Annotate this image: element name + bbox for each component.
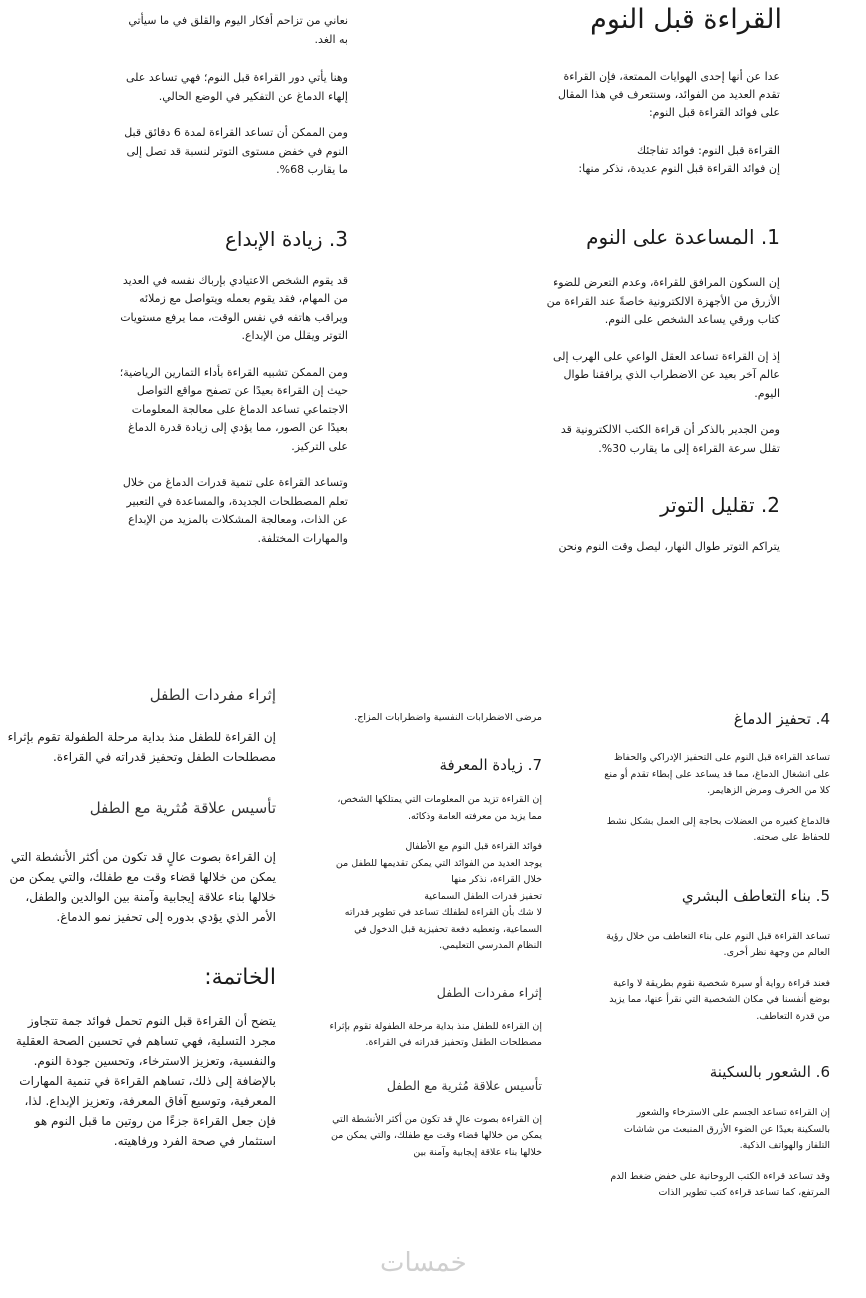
page1-right-text bbox=[540, 68, 780, 556]
section-3-para-1: قد يقوم الشخص الاعتيادي بإرباك نفسه في العديد من المهام، فقد يقوم بعمله ويتواصل مع زملائه ويراقب هاتفه في نفس الوقت، مما يرفع مستويات التوتر ويقلل من الإبداع. bbox=[120, 273, 348, 342]
section-5-para-2: فعند قراءة رواية أو سيرة شخصية نقوم بطريقة لا واعية بوضع أنفسنا في مكان الشخصية التي نقرأ عنها، مما يزيد من قدرة التعاطف. bbox=[609, 977, 830, 1022]
middle-vocab-heading: إثراء مفردات الطفل bbox=[436, 984, 542, 1000]
page2-right-column bbox=[602, 708, 830, 1202]
left-para-1: نعاني من تزاحم أفكار اليوم والقلق في ما سيأتي به الغد. bbox=[128, 14, 348, 46]
page-divider bbox=[0, 640, 866, 652]
section-1-para-3: ومن الجدير بالذكر أن قراءة الكتب الالكترونية قد تقلل سرعة القراءة إلى ما يقارب 30%. bbox=[560, 423, 780, 455]
section-1-para-2: إذ إن القراءة تساعد العقل الواعي على الهرب إلى عالم آخر بعيد عن الاضطراب الذي يرافقنا طوال اليوم. bbox=[553, 349, 780, 400]
section-5-para-1: تساعد القراءة قبل النوم على بناء التعاطف من خلال رؤية العالم من وجهة نظر أخرى. bbox=[606, 930, 830, 958]
children-benefits-block bbox=[328, 839, 542, 955]
children-benefits-intro: يوجد العديد من الفوائد التي يمكن تقديمها للطفل من خلال القراءة، نذكر منها bbox=[335, 857, 542, 885]
section-6-para-2: وقد تساعد قراءة الكتب الروحانية على خفض ضغط الدم المرتفع، كما تساعد قراءة كتب تطوير الذات bbox=[610, 1170, 830, 1198]
section-7-title: 7. زيادة المعرفة bbox=[439, 756, 542, 774]
page1-right-column bbox=[542, 0, 782, 38]
section-7-para-1: إن القراءة تزيد من المعلومات التي يمتلكها الشخص، مما يزيد من معرفته العامة وذكائه. bbox=[337, 794, 542, 822]
watermark-logo: خمسات bbox=[380, 1248, 467, 1278]
listening-skills-para: لا شك بأن القراءة لطفلك تساعد في تطوير قدراته السماعية، وتعطيه دفعة تحفيزية قبل الدخول في النظام المدرسي التعليمي. bbox=[344, 907, 542, 951]
left-relationship-para: إن القراءة بصوت عالٍ قد تكون من أكثر الأنشطة التي يمكن من خلالها قضاء وقت مع طفلك، والتي يمكن من خلالها بناء علاقة إيجابية وآمنة بين الوالدين والطفل، الأمر الذي يؤدي بدوره إلى تحفيز نمو الدماغ. bbox=[9, 850, 276, 924]
page2-middle-column bbox=[328, 710, 542, 1161]
left-para-3: ومن الممكن أن تساعد القراءة لمدة 6 دقائق قبل النوم في خفض مستوى التوتر لنسبة قد تصل إلى ما يقارب 68%. bbox=[124, 126, 348, 176]
section-2-para-1: يتراكم التوتر طوال النهار، ليصل وقت النوم ونحن bbox=[558, 540, 780, 553]
section-3-para-3: وتساعد القراءة على تنمية قدرات الدماغ من خلال تعلم المصطلحات الجديدة، والمساعدة في التعبير عن الذات، ومعالجة المشكلات بالمزيد من الإبداع والمهارات المختلفة. bbox=[122, 476, 348, 545]
section-6-para-1: إن القراءة تساعد الجسم على الاسترخاء والشعور بالسكينة بعيدًا عن الضوء الأزرق المنبعث من شاشات التلفاز والهواتف الذكية. bbox=[623, 1107, 830, 1151]
page1-left-column bbox=[116, 12, 348, 548]
article-title: القراءة قبل النوم bbox=[590, 4, 782, 35]
document-page-2 bbox=[0, 652, 866, 1298]
children-benefits-heading: فوائد القراءة قبل النوم مع الأطفال bbox=[405, 841, 542, 852]
left-relationship-heading: تأسيس علاقة مُثرية مع الطفل bbox=[89, 799, 276, 817]
middle-relationship-heading: تأسيس علاقة مُثرية مع الطفل bbox=[386, 1077, 542, 1093]
section-1-para-1: إن السكون المرافق للقراءة، وعدم التعرض للضوء الأزرق من الأجهزة الالكترونية خاصةً عند القراءة من كتاب ورقي يساعد الشخص على النوم. bbox=[546, 276, 780, 326]
document-page-1 bbox=[0, 0, 866, 640]
section-6-title: 6. الشعور بالسكينة bbox=[709, 1063, 830, 1081]
left-para-2: وهنا يأتي دور القراءة قبل النوم؛ فهي تساعد على إلهاء الدماغ عن التفكير في الوضع الحالي. bbox=[125, 71, 348, 103]
section-4-para-1: تساعد القراءة قبل النوم على التحفيز الإدراكي والحفاظ على انشغال الدماغ، مما قد يساعد على إبطاء تقدم أو منع كلا من الخرف ومرض الزهايمر. bbox=[604, 752, 830, 796]
left-vocab-heading: إثراء مفردات الطفل bbox=[149, 686, 276, 704]
conclusion-title: الخاتمة: bbox=[204, 965, 276, 990]
conclusion-para: يتضح أن القراءة قبل النوم تحمل فوائد جمة تتجاوز مجرد التسلية، فهي تساهم في تحسين الصحة العقلية والنفسية، وتعزيز الاسترخاء، وتحسين جودة النوم. بالإضافة إلى ذلك، تساهم القراءة في تنمية المهارات المعرفية، وتوسيع آفاق المعرفة، وتعزيز الإبداع. لذا، فإن جعل القراءة جزءًا من روتين ما قبل النوم هو استثمار في صحة الفرد ورفاهيته. bbox=[15, 1014, 276, 1148]
intro-paragraph-2: القراءة قبل النوم: فوائد تفاجئك bbox=[636, 144, 780, 157]
intro-paragraph-1: عدا عن أنها إحدى الهوايات الممتعة، فإن القراءة تقدم العديد من الفوائد، وسنتعرف في هذا المقال على فوائد القراءة قبل النوم: bbox=[557, 70, 780, 119]
section-4-para-2: فالدماغ كغيره من العضلات بحاجة إلى العمل بشكل نشط للحفاظ على صحته. bbox=[606, 815, 830, 843]
intro-paragraph-3: إن فوائد القراءة قبل النوم عديدة، نذكر منها: bbox=[578, 162, 780, 175]
middle-vocab-para: إن القراءة للطفل منذ بداية مرحلة الطفولة تقوم بإثراء مصطلحات الطفل وتحفيز قدراته في القراءة. bbox=[329, 1020, 542, 1048]
section-1-title: 1. المساعدة على النوم bbox=[586, 225, 780, 249]
section-2-title: 2. تقليل التوتر bbox=[660, 493, 780, 517]
left-vocab-para: إن القراءة للطفل منذ بداية مرحلة الطفولة تقوم بإثراء مصطلحات الطفل وتحفيز قدراته في القراءة. bbox=[7, 730, 276, 764]
page2-left-column bbox=[6, 684, 276, 1151]
middle-relationship-para: إن القراءة بصوت عالٍ قد تكون من أكثر الأنشطة التي يمكن من خلالها قضاء وقت مع طفلك، والتي يمكن من خلالها بناء علاقة إيجابية وآمنة بين bbox=[331, 1113, 542, 1158]
section-3-para-2: ومن الممكن تشبيه القراءة بأداء التمارين الرياضية؛ حيث إن القراءة بعيدًا عن تصفح مواقع التواصل الاجتماعي تساعد الدماغ على معالجة المعلومات بعيدًا عن الصور، مما يؤدي إلى زيادة قدرة الدماغ على التركيز. bbox=[119, 365, 348, 453]
listening-skills-heading: تحفيز قدرات الطفل السماعية bbox=[424, 890, 542, 902]
section-3-title: 3. زيادة الإبداع bbox=[224, 226, 348, 251]
section-5-title: 5. بناء التعاطف البشري bbox=[681, 886, 830, 905]
middle-para-0: مرضى الاضطرابات النفسية واضطرابات المزاج. bbox=[354, 712, 542, 723]
section-4-title: 4. تحفيز الدماغ bbox=[733, 710, 830, 728]
